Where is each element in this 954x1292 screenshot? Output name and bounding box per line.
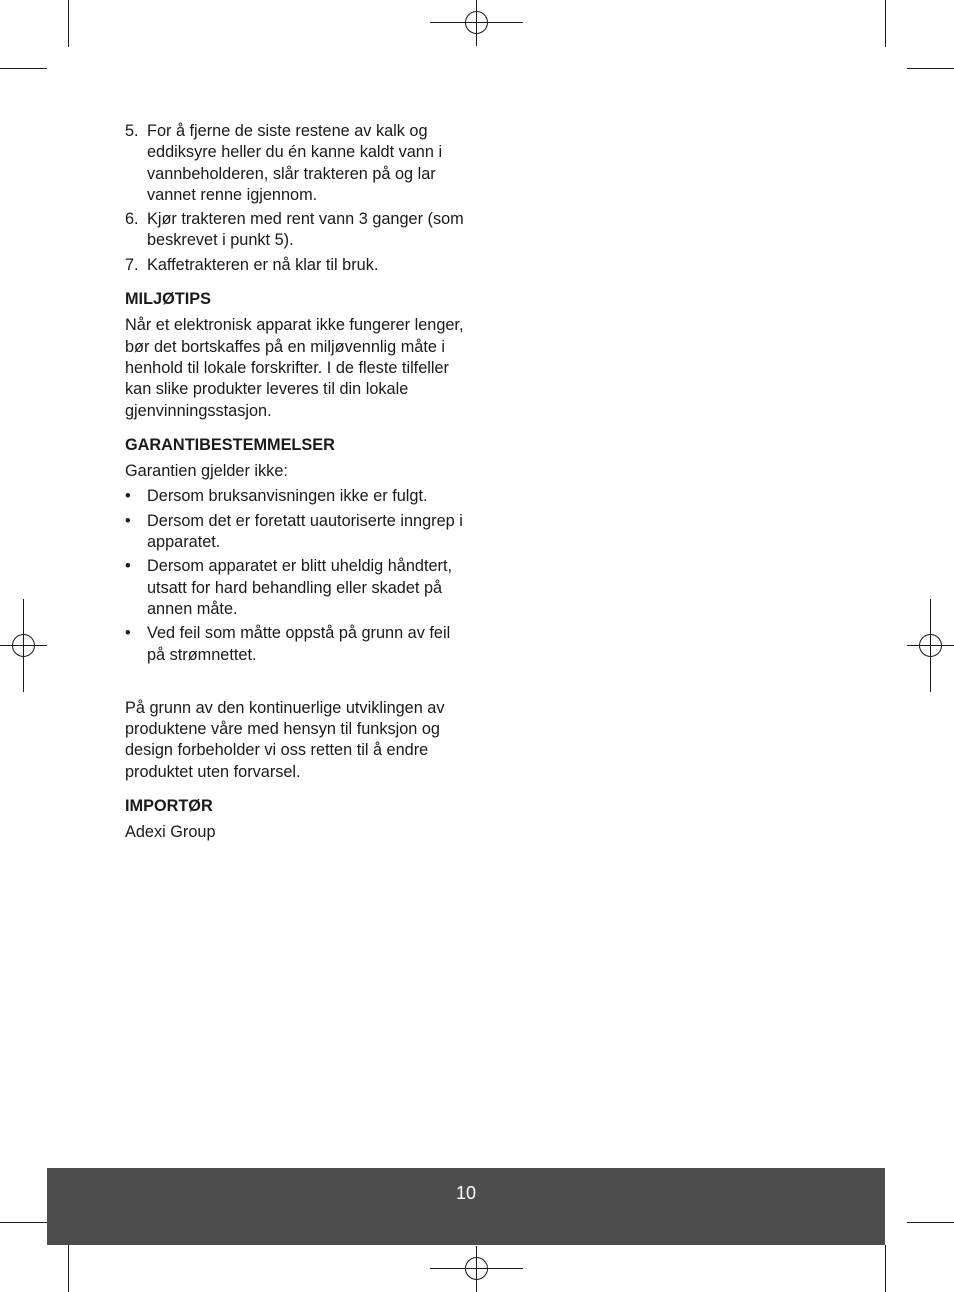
- list-item: [125, 556, 470, 620]
- step-text: Kjør trakteren med rent vann 3 ganger (som beskrevet i punkt 5).: [147, 210, 464, 250]
- environment-text: Når et elektronisk apparat ikke fungerer lenger, bør det bortskaffes på en miljøvennlig måte i henhold til lokale forskrifter. I de fleste tilfeller kan slike produkter leveres til din lokale gjenvinningsstasjon.: [125, 316, 464, 420]
- bullet-text: Dersom bruksanvisningen ikke er fulgt.: [147, 487, 428, 506]
- list-item: [125, 511, 470, 554]
- list-item: [125, 623, 470, 666]
- registration-target-left: [0, 599, 47, 692]
- bullet-text: Ved feil som måtte oppstå på grunn av feil på strømnettet.: [147, 624, 451, 664]
- warranty-exclusions-list: [125, 486, 470, 665]
- bullet-icon: •: [125, 624, 131, 643]
- bullet-text: Dersom det er foretatt uautoriserte inngrep i apparatet.: [147, 511, 463, 552]
- step-number: 6.: [125, 210, 139, 229]
- page-number: 10: [455, 1183, 477, 1203]
- step-number: 7.: [125, 255, 139, 274]
- importer-name: Adexi Group: [125, 823, 216, 842]
- step-text: For å fjerne de siste restene av kalk og eddiksyre heller du én kanne kaldt vann i vannbeholderen, slår trakteren på og lar vannet renne igjennom.: [147, 122, 443, 204]
- environment-heading: MILJØTIPS: [125, 290, 211, 309]
- list-item: [125, 121, 470, 206]
- main-text-column: [125, 121, 470, 844]
- warranty-heading: GARANTIBESTEMMELSER: [125, 435, 335, 454]
- list-item: [125, 486, 470, 507]
- bullet-icon: •: [125, 557, 131, 576]
- instruction-steps: [125, 121, 470, 276]
- footer-bar: [47, 1168, 885, 1245]
- step-number: 5.: [125, 122, 139, 140]
- product-change-notice: På grunn av den kontinuerlige utviklingen av produktene våre med hensyn til funksjon og design forbeholder vi oss retten til å endre produktet uten forvarsel.: [125, 698, 445, 781]
- importer-heading: IMPORTØR: [125, 797, 213, 816]
- list-item: [125, 255, 470, 276]
- list-item: [125, 209, 470, 252]
- step-text: Kaffetrakteren er nå klar til bruk.: [147, 255, 379, 274]
- registration-target-right: [907, 599, 954, 692]
- bullet-icon: •: [125, 487, 131, 506]
- bullet-icon: •: [125, 511, 131, 530]
- bullet-text: Dersom apparatet er blitt uheldig håndtert, utsatt for hard behandling eller skadet på annen måte.: [147, 557, 452, 618]
- warranty-intro: Garantien gjelder ikke:: [125, 462, 288, 481]
- registration-target-bottom: [430, 1246, 523, 1292]
- registration-target-top: [430, 0, 523, 46]
